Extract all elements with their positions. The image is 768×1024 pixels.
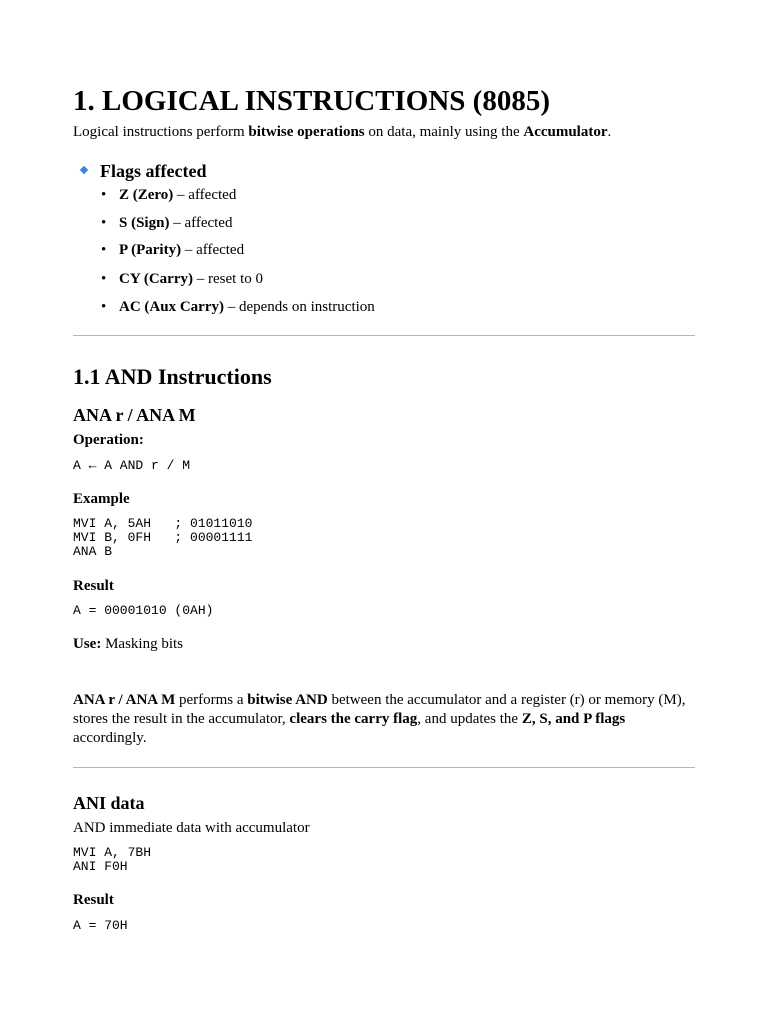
page-title: 1. LOGICAL INSTRUCTIONS (8085) [73, 85, 550, 117]
ani-result-code: A = 70H [73, 918, 128, 933]
example-label: Example [73, 491, 130, 507]
divider [73, 767, 695, 768]
list-item: P (Parity) – affected [119, 242, 245, 258]
ani-heading: ANI data [73, 793, 145, 813]
ana-description: ANA r / ANA M performs a bitwise AND between the accumulator and a register (r) or memory (M), stores the result in the accumulator, clears the carry flag, and updates the Z, S, and P flags accordingly. [73, 692, 686, 746]
flags-heading: Flags affected [100, 161, 207, 181]
section-heading-and: 1.1 AND Instructions [73, 364, 272, 389]
divider [73, 335, 695, 336]
blue-diamond-icon [80, 166, 88, 174]
list-item: CY (Carry) – reset to 0 [119, 271, 263, 287]
bullet-dot-icon: • [101, 187, 107, 203]
use-line: Use: Masking bits [73, 636, 184, 652]
list-item: AC (Aux Carry) – depends on instruction [119, 299, 375, 315]
result-label: Result [73, 578, 114, 594]
ani-code: MVI A, 7BH ANI F0H [73, 845, 152, 874]
bullet-dot-icon: • [101, 215, 107, 231]
ani-result-label: Result [73, 892, 114, 908]
operation-label: Operation: [73, 432, 144, 448]
list-item: S (Sign) – affected [119, 215, 233, 231]
list-item: Z (Zero) – affected [119, 187, 237, 203]
operation-code: A ← A AND r / M [73, 458, 191, 473]
intro-paragraph: Logical instructions perform bitwise operations on data, mainly using the Accumulator. [73, 124, 612, 140]
bullet-dot-icon: • [101, 299, 107, 315]
example-code: MVI A, 5AH ; 01011010 MVI B, 0FH ; 00001111 ANA B [73, 516, 253, 559]
ana-heading: ANA r / ANA M [73, 405, 196, 425]
bullet-dot-icon: • [101, 271, 107, 287]
result-code: A = 00001010 (0AH) [73, 603, 214, 618]
bullet-dot-icon: • [101, 242, 107, 258]
ani-description: AND immediate data with accumulator [73, 820, 310, 836]
